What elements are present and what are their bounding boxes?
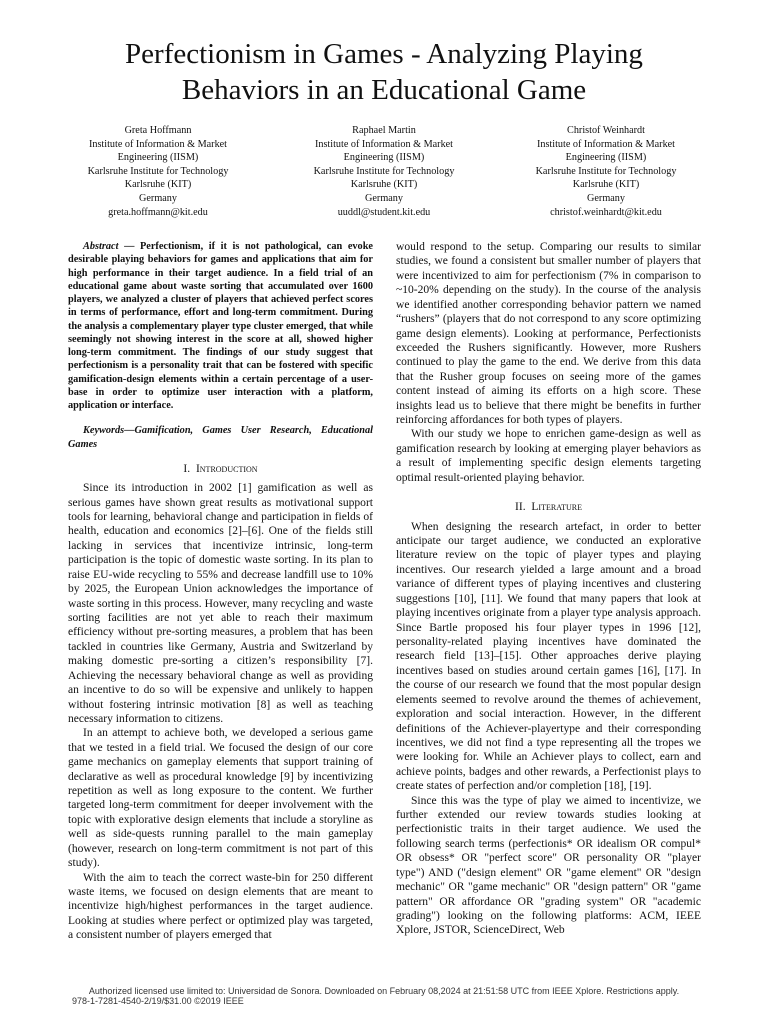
- isbn-copyright: 978-1-7281-4540-2/19/$31.00 ©2019 IEEE: [72, 996, 244, 1006]
- paragraph: With the aim to teach the correct waste-bin for 250 different waste items, we focused on design elements that are meant to incentivize high/highest performances in the target audience. Looking at studies where perfect or optimized play was targeted, a consistent number of players emerged that: [68, 871, 373, 942]
- abstract-text: Perfectionism, if it is not pathological, can evoke desirable playing behaviors for games and applications that aim for high performance in their target audience. In a field trial of an educational game about waste sorting that accumulated over 1600 players, we analyzed a cluster of players that achieved perfect scores in terms of performance, effort and long-term commitment. During the analysis a complementary player type cluster emerged, that while seemingly not showing interest in the score at all, showed higher long-term commitment. The findings of our study suggest that perfectionism is a personality trait that can be fostered with specific gamification-design elements within a certain percentage of a user-base in order to optimize user interaction with a platform, application or interface.: [68, 241, 373, 411]
- section-heading-literature: [396, 500, 701, 514]
- author-1: [40, 124, 276, 219]
- section-title: Literature: [531, 501, 582, 514]
- left-column: [68, 240, 373, 943]
- paragraph: With our study we hope to enrichen game-design as well as gamification research by looking at emerging player behaviors as a result of implementing specific design elements targeting optimal result-oriented playing behavior.: [396, 428, 701, 484]
- section-heading-introduction: [68, 462, 373, 476]
- title-line-1: Perfectionism in Games - Analyzing Playing: [125, 38, 643, 70]
- section-title: Introduction: [195, 462, 258, 475]
- abstract: [68, 240, 373, 412]
- author-affiliation: Karlsruhe Institute for Technology: [535, 165, 677, 177]
- paragraph: In an attempt to achieve both, we developed a serious game that we tested in a field trial. We focused the design of our core game mechanics on gameplay elements that support training of declarative as well as procedural knowledge [9] by incentivizing repetition as well as long exposure to the content. We further targeted long-term commitment for deeper involvement with the topic with explorative design elements that include a storyline as well as side-quests running parallel to the main gameplay (however, research on long-term commitment is not part of this study).: [68, 727, 373, 870]
- author-email: greta.hoffmann@kit.edu: [108, 206, 208, 218]
- author-affiliation: Institute of Information & Market: [536, 138, 676, 150]
- abstract-dash: —: [118, 241, 140, 252]
- keywords: Keywords—Gamification, Games User Research, Educational Games: [68, 425, 373, 450]
- author-2: [266, 124, 502, 219]
- author-country: Germany: [139, 192, 177, 204]
- author-3: [488, 124, 724, 219]
- author-affiliation: Engineering (IISM): [343, 152, 425, 164]
- author-affiliation: Karlsruhe Institute for Technology: [313, 165, 455, 177]
- author-name: Christof Weinhardt: [567, 125, 645, 136]
- right-column: [396, 240, 701, 938]
- title-line-2: Behaviors in an Educational Game: [181, 74, 587, 106]
- author-name: Greta Hoffmann: [124, 125, 192, 136]
- paragraph: Since its introduction in 2002 [1] gamification as well as serious games have shown great results as motivational support tools for learning, behavioral change and participation in fields of health, education and economics [2]–[6]. One of the fields still lacking in services that incentivize intrinsic, long-term participation is the topic of domestic waste sorting. In its plan to raise EU-wide recycling to 55% and decrease landfill use to 10% by 2025, the European Union acknowledges the importance of waste sorting in this process. However, many recycling and waste sorting facilities are not yet able to reach their maximum efficiency without pre-sorting measures, a problem that has been tackled in countries like Germany, Austria and Switzerland by making domestic pre-sorting a citizen’s responsibility [7]. Achieving the necessary behavioral change as well as providing an incentive to do so will be expensive and unlikely to happen without fostering intrinsic motivation [8] as well as teaching necessary information to citizens.: [68, 482, 373, 725]
- author-name: Raphael Martin: [352, 125, 416, 136]
- author-affiliation: Karlsruhe Institute for Technology: [87, 165, 229, 177]
- author-affiliation: Engineering (IISM): [117, 152, 199, 164]
- author-affiliation: Karlsruhe (KIT): [350, 179, 418, 191]
- abstract-label: Abstract: [83, 241, 119, 252]
- author-country: Germany: [365, 192, 403, 204]
- author-email: uuddl@student.kit.edu: [337, 206, 431, 218]
- paragraph: Since this was the type of play we aimed to incentivize, we further extended our review towards studies looking at perfectionistic traits in their target audience. We used the following search terms (perfectionis* OR idealism OR compul* OR obsess* OR "perfect score" OR personality OR "player type") AND ("design element" OR "game element" OR "design mechanic" OR "game mechanic" OR "design pattern" OR "game pattern" OR affordance OR "grading system" OR "academic grading") looking on the following platforms: ACM, IEEE Xplore, JSTOR, ScienceDirect, Web: [396, 794, 701, 937]
- section-numeral: I.: [183, 462, 191, 475]
- author-affiliation: Karlsruhe (KIT): [572, 179, 640, 191]
- author-affiliation: Engineering (IISM): [565, 152, 647, 164]
- author-email: christof.weinhardt@kit.edu: [550, 206, 662, 218]
- download-notice: Authorized licensed use limited to: Universidad de Sonora. Downloaded on February 08,2024 at 21:51:58 UTC from IEEE Xplore. Restrictions apply.: [88, 986, 680, 996]
- author-country: Germany: [587, 192, 625, 204]
- paragraph: When designing the research artefact, in order to better anticipate our target audience, we conducted an explorative literature review on the topic of player types and playing incentives. Our research yielded a large amount and a broad variance of different types of playing incentives and clustering suggestions [10], [11]. We found that many papers that look at playing incentives originate from a player type analysis approach. Since Bartle proposed his four player types in 1996 [12], personality-related playing incentives have dominated the research field [13]–[15]. Other approaches derive playing incentives based on studies around certain games [16], [17]. In the course of our research we found that the most popular design elements seemed to revolve around the themes of achievement, exploration and social interaction. However, in the different definitions of the Achiever-playertype and their corresponding incentives, we did not find a type representing all the tropes we were looking for. While an Achiever plays to collect, earn and achieve points, badges and other rewards, a Perfectionist plays to create states of perfection and/or completion [18], [19].: [396, 520, 701, 793]
- author-affiliation: Institute of Information & Market: [88, 138, 228, 150]
- author-affiliation: Karlsruhe (KIT): [124, 179, 192, 191]
- paragraph: would respond to the setup. Comparing our results to similar studies, we found a consistent but smaller number of players that were incentivized to aim for perfectionism (7% in comparison to ~10-20% depending on the study). In the course of the analysis we identified another corresponding behavior pattern we named “rushers” (players that do not correspond to any score optimizing game design elements). Looking at performance, Perfectionists exceeded the Rushers significantly. However, more Rushers continued to play the game to the end. We derive from this data that the Rusher group focuses on seeing more of the games content instead of aiming its efforts on a high score. These insights lead us to believe that there might be benefits in further reinforcing affordances for both types of players.: [396, 241, 701, 427]
- section-numeral: II.: [515, 501, 526, 514]
- author-affiliation: Institute of Information & Market: [314, 138, 454, 150]
- paper-title: [40, 36, 728, 108]
